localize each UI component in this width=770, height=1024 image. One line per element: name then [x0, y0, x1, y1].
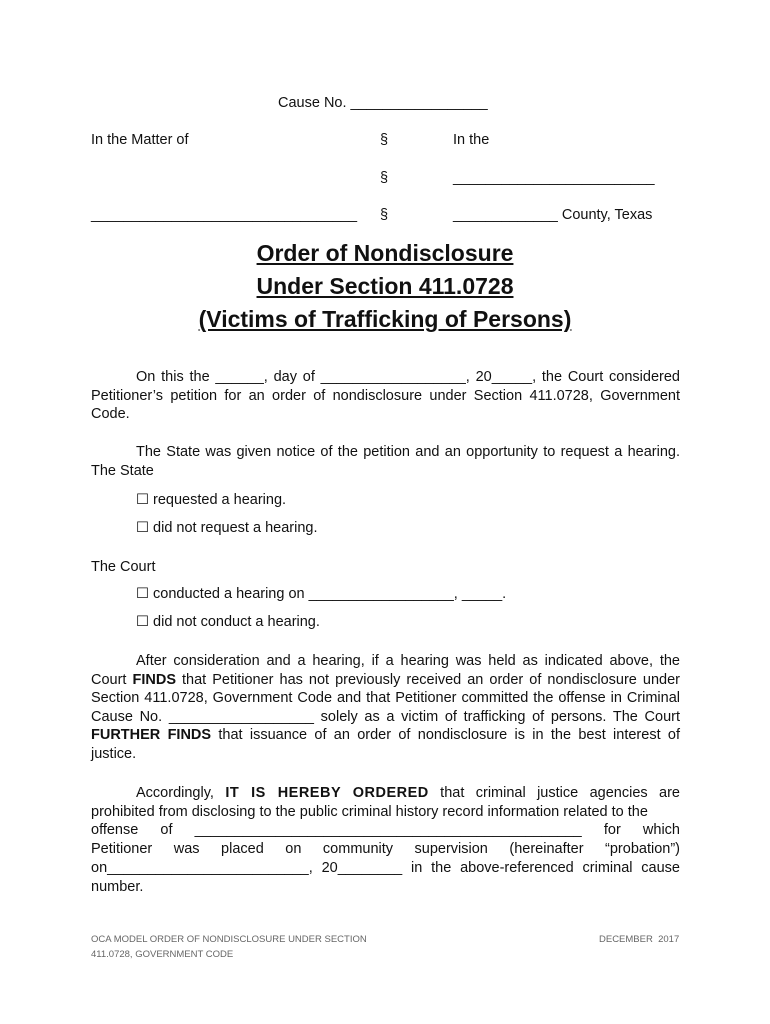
state-requested-hearing-option[interactable]: ☐ requested a hearing.	[136, 492, 287, 508]
title-line-2: Under Section 411.0728	[256, 273, 514, 299]
footer-left-line-2: 411.0728, GOVERNMENT CODE	[91, 949, 234, 960]
court-conducted-hearing-option[interactable]: ☐ conducted a hearing on __________________, _____.	[136, 586, 507, 602]
section-mark: §	[380, 207, 389, 223]
state-did-not-request-option[interactable]: ☐ did not request a hearing.	[136, 520, 318, 536]
court-name-blank: _________________________	[453, 170, 655, 186]
party-name-blank: _________________________________	[91, 207, 358, 223]
section-mark: §	[380, 170, 389, 186]
title-line-3: (Victims of Trafficking of Persons)	[198, 306, 572, 332]
paragraph-state-notice: The State was given notice of the petition and an opportunity to request a hearing. The State	[91, 444, 680, 479]
in-the-matter-of-label: In the Matter of	[91, 132, 189, 148]
section-mark: §	[380, 132, 389, 148]
order-final-line: number.	[91, 879, 144, 895]
in-the-label: In the	[453, 132, 490, 148]
county-texas: _____________ County, Texas	[453, 207, 653, 223]
title-line-1: Order of Nondisclosure	[256, 240, 514, 266]
order-probation-line: Petitioner was placed on community supervision (hereinafter “probation”)	[91, 841, 680, 857]
cause-number: Cause No. _________________	[278, 95, 488, 111]
footer-left-line-1: OCA MODEL ORDER OF NONDISCLOSURE UNDER SECTION	[91, 934, 367, 945]
paragraph-petition-considered: On this the ______, day of __________________, 20_____, the Court considered Petitioner’s petition for an order of nondisclosure under Section 411.0728, Government Code.	[91, 369, 680, 423]
paragraph-order: Accordingly, IT IS HEREBY ORDERED that criminal justice agencies are prohibited from disclosing to the public criminal history record information related to the	[91, 785, 680, 820]
paragraph-findings: After consideration and a hearing, if a hearing was held as indicated above, the Court FINDS that Petitioner has not previously received an order of nondisclosure under Section 411.0728, Government Code and that Petitioner committed the offense in Criminal Cause No. __________________ solely as a victim of trafficking of persons. The Court FURTHER FINDS that issuance of an order of nondisclosure is in the best interest of justice.	[91, 653, 680, 762]
court-label: The Court	[91, 559, 156, 575]
order-offense-line: offense of ________________________________________________ for which	[91, 822, 680, 838]
footer-date: DECEMBER 2017	[599, 934, 680, 945]
court-did-not-conduct-option[interactable]: ☐ did not conduct a hearing.	[136, 614, 320, 630]
order-date-line: on_________________________, 20________ in the above-referenced criminal cause	[91, 860, 680, 876]
